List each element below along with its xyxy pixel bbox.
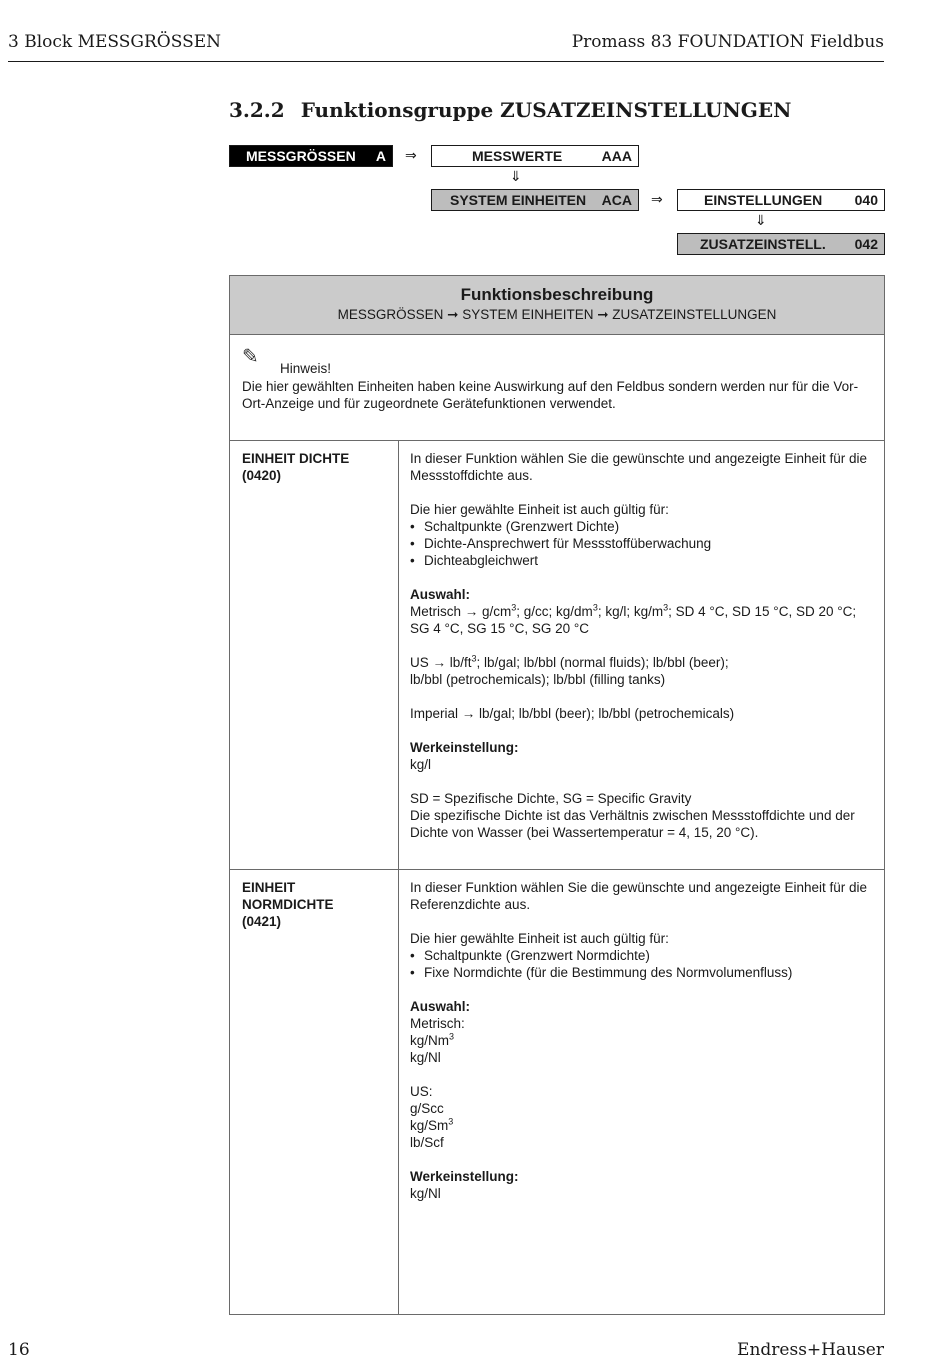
row-label-line: EINHEIT DICHTE — [242, 451, 350, 466]
option-text: US → lb/ft — [410, 655, 472, 670]
option-text: kg/Sm — [410, 1118, 449, 1133]
nav-label: ZUSATZEINSTELL. — [700, 236, 826, 252]
row-label-code: (0420) — [242, 468, 282, 483]
row-description-einheit-dichte — [410, 450, 880, 841]
arrow-right-icon: ⇒ — [405, 148, 417, 164]
option-text: kg/Nm — [410, 1033, 450, 1048]
option-line — [410, 1117, 880, 1134]
selection-label: Auswahl: — [410, 587, 471, 602]
note-block — [242, 344, 872, 412]
nav-label: SYSTEM EINHEITEN — [450, 192, 587, 208]
option-text: kg/Nl — [410, 1050, 441, 1065]
table-heading: Funktionsbeschreibung — [460, 285, 654, 304]
default-label: Werkeinstellung: — [410, 740, 519, 755]
nav-code: ACA — [601, 192, 632, 208]
list-item: • Dichte-Ansprechwert für Messstoffüberwachung — [410, 535, 880, 552]
nav-label: EINSTELLUNGEN — [704, 192, 823, 208]
list-item: • Schaltpunkte (Grenzwert Dichte) — [410, 518, 880, 535]
option-text: g/Scc — [410, 1101, 444, 1116]
option-text: Metrisch → g/cm — [410, 604, 512, 619]
superscript: 3 — [471, 653, 477, 664]
default-label: Werkeinstellung: — [410, 1169, 519, 1184]
divider — [230, 440, 884, 441]
function-description-table — [229, 275, 885, 1315]
valid-for-text: Die hier gewählte Einheit ist auch gültig für: — [410, 502, 669, 517]
option-text: ; g/cc; kg/dm — [516, 604, 593, 619]
us-label: US: — [410, 1084, 433, 1099]
nav-code: 042 — [854, 236, 878, 252]
description-intro: In dieser Funktion wählen Sie die gewünschte und angezeigte Einheit für die Messstoffdichte aus. — [410, 451, 868, 483]
default-value: kg/l — [410, 757, 432, 772]
superscript: 3 — [592, 602, 598, 613]
option-line — [410, 1032, 880, 1049]
nav-label: MESSWERTE — [472, 148, 563, 164]
section-title: Funktionsgruppe ZUSATZEINSTELLUNGEN — [300, 98, 792, 122]
option-text: ; SD 4 °C, SD 15 °C, SD 20 °C; — [668, 604, 857, 619]
description-intro: In dieser Funktion wählen Sie die gewünschte und angezeigte Einheit für die Referenzdichte aus. — [410, 880, 868, 912]
default-value: kg/Nl — [410, 1186, 441, 1201]
selection-label: Auswahl: — [410, 999, 471, 1014]
row-label-line: NORMDICHTE — [242, 897, 334, 912]
arrow-down-icon: ⇓ — [510, 169, 522, 185]
row-label-code: (0421) — [242, 914, 282, 929]
pencil-icon: ✎ — [242, 344, 259, 368]
superscript: 3 — [448, 1116, 454, 1127]
column-divider — [398, 440, 399, 1315]
option-text: ; kg/l; kg/m — [597, 604, 664, 619]
nav-code: AAA — [601, 148, 632, 164]
chapter-title: 3 Block MESSGRÖSSEN — [8, 32, 222, 52]
nav-code: A — [375, 148, 386, 164]
page-number: 16 — [8, 1340, 30, 1360]
option-text: lb/bbl (petrochemicals); lb/bbl (filling tanks) — [410, 672, 666, 687]
valid-for-text: Die hier gewählte Einheit ist auch gültig für: — [410, 931, 669, 946]
table-path: MESSGRÖSSEN ➞ SYSTEM EINHEITEN ➞ ZUSATZEINSTELLUNGEN — [337, 307, 777, 322]
superscript: 3 — [663, 602, 669, 613]
row-label-einheit-normdichte — [242, 879, 392, 930]
row-label-line: EINHEIT — [242, 880, 296, 895]
nav-box-einstellungen — [677, 189, 885, 211]
list-item: • Dichteabgleichwert — [410, 552, 880, 569]
bullet-list — [410, 518, 880, 569]
list-item: • Schaltpunkte (Grenzwert Normdichte) — [410, 947, 880, 964]
brand-name: Endress+Hauser — [737, 1340, 884, 1360]
note-label: Hinweis! — [280, 361, 332, 376]
nav-box-zusatzeinstell — [677, 233, 885, 255]
footnote: SD = Spezifische Dichte, SG = Specific Gravity — [410, 791, 692, 806]
nav-box-messgroessen — [229, 145, 393, 167]
arrow-down-icon: ⇓ — [755, 213, 767, 229]
section-number: 3.2.2 — [229, 98, 285, 122]
page-header — [8, 30, 884, 62]
superscript: 3 — [449, 1031, 455, 1042]
imperial-options: Imperial → lb/gal; lb/bbl (beer); lb/bbl (petrochemicals) — [410, 706, 735, 721]
document-title: Promass 83 FOUNDATION Fieldbus — [571, 32, 884, 52]
nav-box-system-einheiten — [431, 189, 639, 211]
bullet-list — [410, 947, 880, 981]
nav-label: MESSGRÖSSEN — [246, 148, 356, 164]
option-text: ; lb/gal; lb/bbl (normal fluids); lb/bbl (beer); — [476, 655, 729, 670]
list-item: • Fixe Normdichte (für die Bestimmung des Normvolumenfluss) — [410, 964, 880, 981]
option-text: SG 4 °C, SG 15 °C, SG 20 °C — [410, 621, 590, 636]
nav-code: 040 — [854, 192, 878, 208]
metric-options — [410, 603, 880, 620]
arrow-right-icon: ⇒ — [651, 192, 663, 208]
us-options — [410, 654, 880, 671]
note-text: Die hier gewählten Einheiten haben keine Auswirkung auf den Feldbus sondern werden nur für die Vor-Ort-Anzeige und für zugeordnete Gerätefunktionen verwendet. — [242, 379, 859, 411]
table-header — [230, 276, 884, 335]
nav-box-messwerte — [431, 145, 639, 167]
footnote: Die spezifische Dichte ist das Verhältnis zwischen Messstoffdichte und der Dichte von Wasser (bei Wassertemperatur = 4, 15, 20 °C). — [410, 808, 855, 840]
option-text: lb/Scf — [410, 1135, 444, 1150]
row-description-einheit-normdichte — [410, 879, 880, 1202]
metric-label: Metrisch: — [410, 1016, 465, 1031]
superscript: 3 — [511, 602, 517, 613]
divider — [230, 869, 884, 870]
section-heading — [229, 98, 791, 122]
row-label-einheit-dichte — [242, 450, 392, 484]
